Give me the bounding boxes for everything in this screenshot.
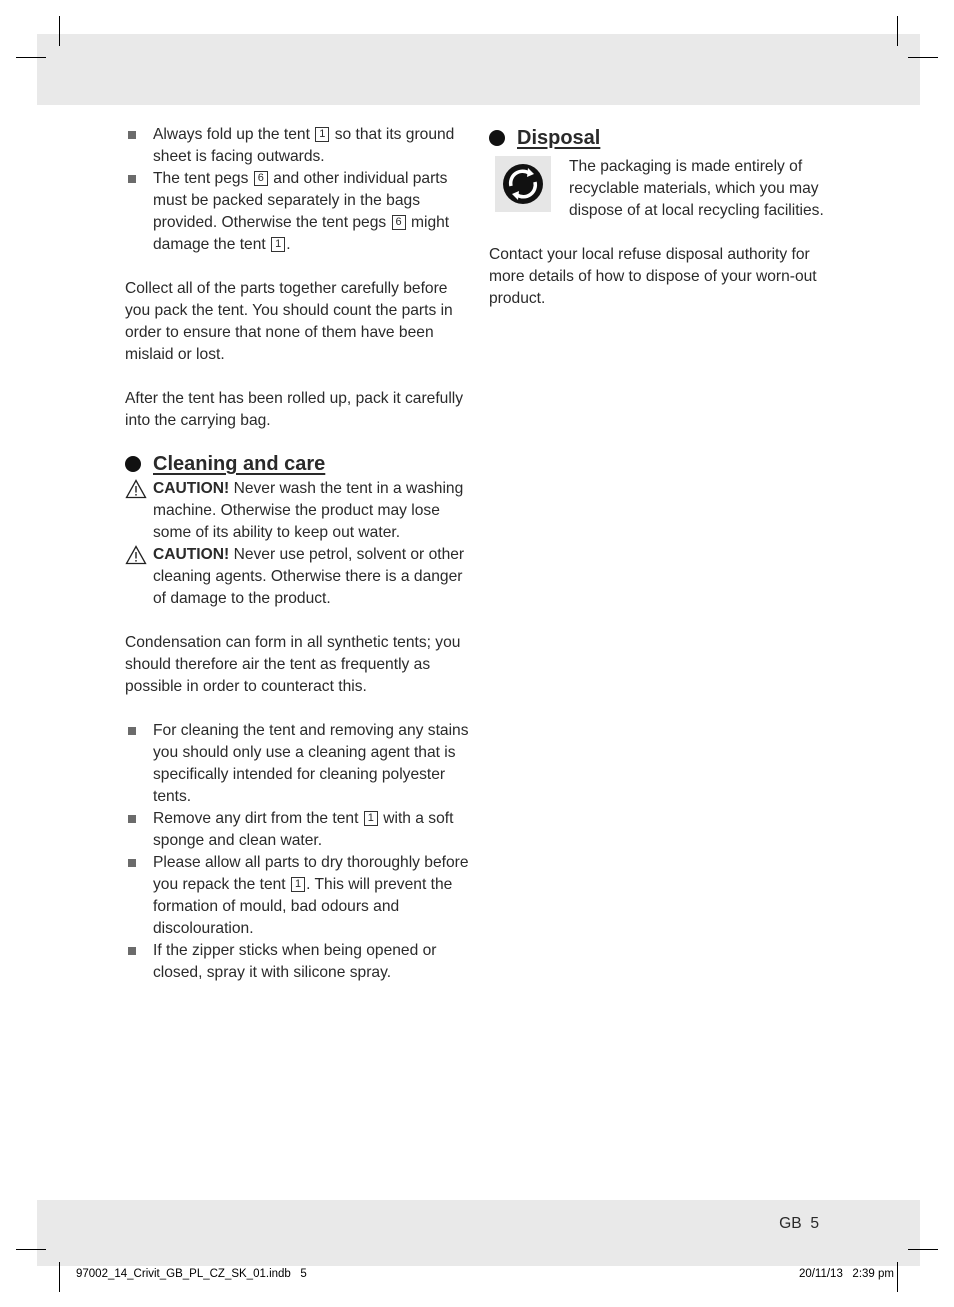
crop-mark bbox=[897, 16, 898, 46]
list-item: For cleaning the tent and removing any stains you should only use a cleaning agent that is specifically intended for cleaning polyester tents. bbox=[125, 720, 470, 808]
part-ref: 6 bbox=[254, 171, 268, 186]
paragraph: Condensation can form in all synthetic tents; you should therefore air the tent as frequently as possible in order to counteract this. bbox=[125, 634, 461, 695]
disposal-heading: Disposal bbox=[489, 124, 834, 152]
part-ref: 1 bbox=[271, 237, 285, 252]
part-ref: 1 bbox=[291, 877, 305, 892]
cleaning-heading: Cleaning and care bbox=[125, 450, 470, 478]
page-number: GB 5 bbox=[779, 1215, 819, 1232]
part-ref: 6 bbox=[392, 215, 406, 230]
caution-note: CAUTION! Never use petrol, solvent or other cleaning agents. Otherwise there is a danger of damage to the product. bbox=[125, 544, 470, 610]
list-item: Always fold up the tent 1 so that its ground sheet is facing outwards. bbox=[125, 124, 470, 168]
list-item: Please allow all parts to dry thoroughly before you repack the tent 1 . This will prevent the formation of mould, bad odours and discolouration. bbox=[125, 852, 470, 940]
list-item: If the zipper sticks when being opened or closed, spray it with silicone spray. bbox=[125, 940, 470, 984]
file-info: 97002_14_Crivit_GB_PL_CZ_SK_01.indb 5 bbox=[76, 1268, 307, 1280]
crop-mark bbox=[16, 1249, 46, 1250]
right-column bbox=[489, 124, 834, 310]
date-info: 20/11/13 2:39 pm bbox=[798, 1268, 894, 1280]
disposal-section bbox=[489, 156, 834, 222]
contact-text: Contact your local refuse disposal authority for more details of how to dispose of your worn-out product. bbox=[489, 246, 817, 307]
recycle-icon bbox=[495, 156, 551, 212]
paragraph: Collect all of the parts together carefully before you pack the tent. You should count the parts in order to ensure that none of them have been mislaid or lost. bbox=[125, 280, 453, 363]
warning-icon bbox=[125, 545, 147, 565]
crop-mark bbox=[59, 16, 60, 46]
part-ref: 1 bbox=[315, 127, 329, 142]
header-band bbox=[37, 34, 920, 105]
crop-mark bbox=[16, 57, 46, 58]
cleaning-bullets bbox=[125, 720, 470, 984]
left-column bbox=[125, 124, 470, 984]
crop-mark bbox=[908, 57, 938, 58]
crop-mark bbox=[897, 1262, 898, 1292]
list-item: The tent pegs 6 and other individual parts must be packed separately in the bags provided. Otherwise the tent pegs 6 might damage the tent 1 . bbox=[125, 168, 470, 256]
bullet-dot-icon bbox=[489, 130, 505, 146]
bullet-dot-icon bbox=[125, 456, 141, 472]
warning-icon bbox=[125, 479, 147, 499]
list-item: Remove any dirt from the tent 1 with a soft sponge and clean water. bbox=[125, 808, 470, 852]
packaging-text: The packaging is made entirely of recyclable materials, which you may dispose of at local recycling facilities. bbox=[569, 158, 824, 219]
footer-band bbox=[37, 1200, 920, 1266]
crop-mark bbox=[59, 1262, 60, 1292]
crop-mark bbox=[908, 1249, 938, 1250]
packing-bullets bbox=[125, 124, 470, 256]
part-ref: 1 bbox=[364, 811, 378, 826]
caution-note: CAUTION! Never wash the tent in a washing machine. Otherwise the product may lose some of its ability to keep out water. bbox=[125, 478, 470, 544]
paragraph: After the tent has been rolled up, pack it carefully into the carrying bag. bbox=[125, 390, 464, 429]
